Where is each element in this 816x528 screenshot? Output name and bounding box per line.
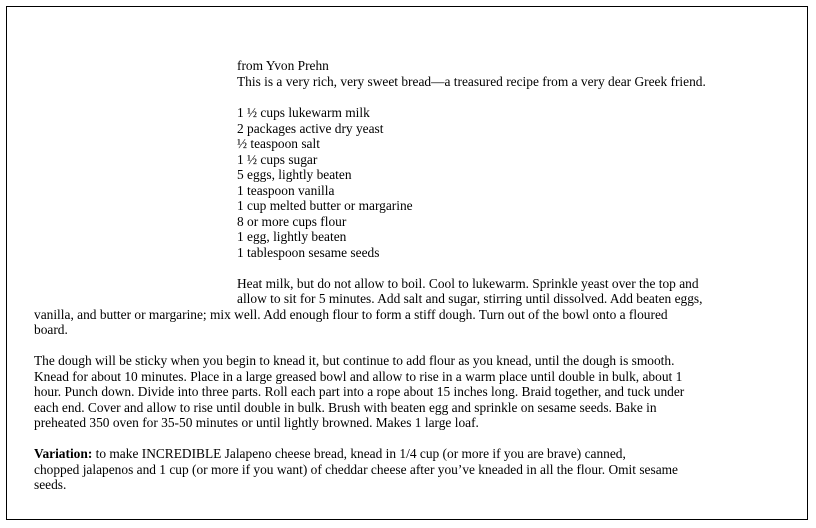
variation-line: chopped jalapenos and 1 cup (or more if you want) of cheddar cheese after you’ve kneaded in all the flour. Omit sesame — [34, 462, 678, 477]
variation-label: Variation: — [34, 446, 93, 461]
method-line: The dough will be sticky when you begin to knead it, but continue to add flour as you knead, until the dough is smooth. — [34, 353, 675, 368]
recipe-intro: This is a very rich, very sweet bread—a treasured recipe from a very dear Greek friend. — [237, 74, 706, 89]
method-line: preheated 350 oven for 35-50 minutes or until lightly browned. Makes 1 large loaf. — [34, 415, 479, 430]
method-line: Heat milk, but do not allow to boil. Cool to lukewarm. Sprinkle yeast over the top and — [237, 276, 699, 291]
ingredient-item: 1 tablespoon sesame seeds — [237, 245, 380, 260]
ingredient-item: 1 cup melted butter or margarine — [237, 198, 413, 213]
method-line: hour. Punch down. Divide into three parts. Roll each part into a rope about 15 inches long. Braid together, and tuck under — [34, 384, 685, 399]
variation-line — [34, 446, 626, 462]
ingredient-item: 2 packages active dry yeast — [237, 121, 384, 136]
ingredient-item: 1 ½ cups lukewarm milk — [237, 105, 370, 120]
variation-line: seeds. — [34, 477, 67, 492]
method-line: allow to sit for 5 minutes. Add salt and sugar, stirring until dissolved. Add beaten eggs, — [237, 291, 703, 306]
ingredient-item: 1 egg, lightly beaten — [237, 229, 347, 244]
method-line: vanilla, and butter or margarine; mix well. Add enough flour to form a stiff dough. Turn out of the bowl onto a floured — [34, 307, 668, 322]
ingredient-item: ½ teaspoon salt — [237, 136, 320, 151]
method-line: Knead for about 10 minutes. Place in a large greased bowl and allow to rise in a warm place until double in bulk, about 1 — [34, 369, 683, 384]
method-line: board. — [34, 322, 68, 337]
ingredient-item: 1 ½ cups sugar — [237, 152, 318, 167]
ingredient-item: 8 or more cups flour — [237, 214, 347, 229]
ingredient-item: 5 eggs, lightly beaten — [237, 167, 352, 182]
method-line: each end. Cover and allow to rise until double in bulk. Brush with beaten egg and sprinkle on sesame seeds. Bake in — [34, 400, 657, 415]
variation-text: to make INCREDIBLE Jalapeno cheese bread, knead in 1/4 cup (or more if you are brave) canned, — [92, 446, 626, 461]
recipe-source: from Yvon Prehn — [237, 58, 329, 73]
ingredient-item: 1 teaspoon vanilla — [237, 183, 335, 198]
